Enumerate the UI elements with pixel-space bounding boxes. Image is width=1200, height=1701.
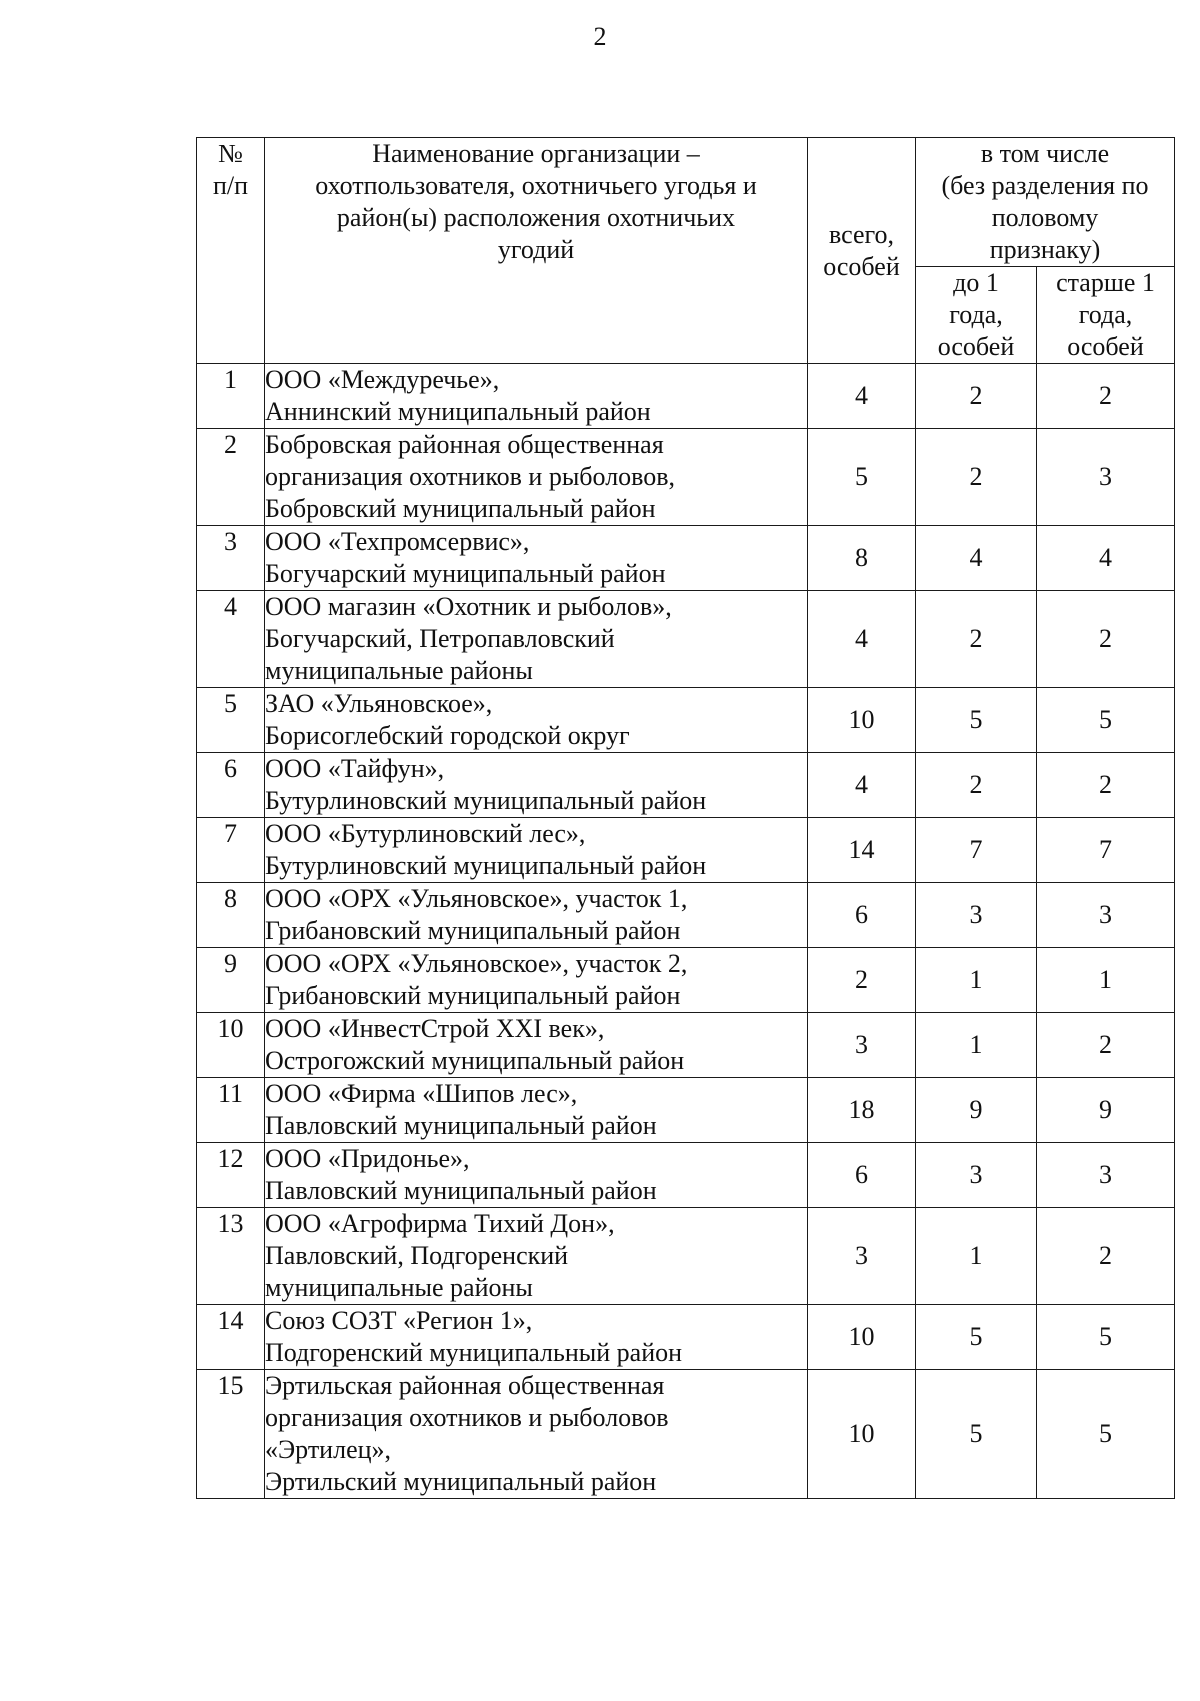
row-number: 6 — [197, 753, 265, 818]
header-name-line: Наименование организации – — [372, 139, 700, 168]
under-1-year-count: 2 — [916, 591, 1037, 688]
over-1-year-count: 2 — [1037, 364, 1175, 429]
header-young-line: особей — [937, 332, 1015, 361]
table-row — [197, 1078, 1175, 1143]
organization-name-line: Эртильский муниципальный район — [265, 1467, 657, 1496]
total-count: 10 — [808, 688, 916, 753]
header-old-line: особей — [1067, 332, 1144, 361]
row-number: 8 — [197, 883, 265, 948]
total-count: 14 — [808, 818, 916, 883]
total-count: 18 — [808, 1078, 916, 1143]
header-including-line: половому — [991, 203, 1099, 232]
total-count: 4 — [808, 364, 916, 429]
total-count: 6 — [808, 883, 916, 948]
organization-name-line: Бутурлиновский муниципальный район — [265, 786, 707, 815]
table-row — [197, 1143, 1175, 1208]
organization-name — [265, 1305, 808, 1370]
organization-name — [265, 429, 808, 526]
table-row — [197, 429, 1175, 526]
organization-name-line: ООО «Агрофирма Тихий Дон», — [265, 1209, 615, 1238]
organization-name — [265, 526, 808, 591]
total-count: 4 — [808, 753, 916, 818]
total-count: 3 — [808, 1013, 916, 1078]
header-total-line: особей — [823, 251, 900, 281]
organization-name-line: Борисоглебский городской округ — [265, 721, 630, 750]
total-count: 5 — [808, 429, 916, 526]
organization-name-line: ООО «Тайфун», — [265, 754, 445, 783]
under-1-year-count: 5 — [916, 1305, 1037, 1370]
organization-name-line: Павловский муниципальный район — [265, 1111, 657, 1140]
header-total-line: всего, — [828, 219, 895, 249]
header-organization-name — [265, 138, 808, 364]
over-1-year-count: 4 — [1037, 526, 1175, 591]
organization-name — [265, 1078, 808, 1143]
organization-name-line: Богучарский муниципальный район — [265, 559, 666, 588]
header-num-line: № — [218, 139, 243, 168]
under-1-year-count: 1 — [916, 1013, 1037, 1078]
header-including-line: в том числе — [980, 139, 1110, 168]
organization-name-line: ООО «ОРХ «Ульяновское», участок 1, — [265, 884, 688, 913]
organization-name-line: «Эртилец», — [265, 1435, 392, 1464]
row-number: 1 — [197, 364, 265, 429]
header-num-line: п/п — [212, 171, 249, 200]
over-1-year-count: 5 — [1037, 1305, 1175, 1370]
table-row — [197, 1013, 1175, 1078]
over-1-year-count: 7 — [1037, 818, 1175, 883]
over-1-year-count: 3 — [1037, 883, 1175, 948]
table-row — [197, 1305, 1175, 1370]
row-number: 2 — [197, 429, 265, 526]
under-1-year-count: 3 — [916, 1143, 1037, 1208]
total-count: 8 — [808, 526, 916, 591]
header-over-1-year — [1037, 267, 1175, 364]
organization-name-line: Бутурлиновский муниципальный район — [265, 851, 707, 880]
row-number: 5 — [197, 688, 265, 753]
over-1-year-count: 2 — [1037, 591, 1175, 688]
row-number: 10 — [197, 1013, 265, 1078]
header-name-line: угодий — [497, 235, 575, 264]
over-1-year-count: 5 — [1037, 1370, 1175, 1499]
organization-name-line: ООО магазин «Охотник и рыболов», — [265, 592, 672, 621]
over-1-year-count: 5 — [1037, 688, 1175, 753]
organization-name — [265, 818, 808, 883]
organization-name-line: Богучарский, Петропавловский — [265, 624, 615, 653]
total-count: 4 — [808, 591, 916, 688]
under-1-year-count: 4 — [916, 526, 1037, 591]
header-young-line: года, — [949, 300, 1003, 329]
over-1-year-count: 3 — [1037, 429, 1175, 526]
organization-name-line: Бобровская районная общественная — [265, 430, 664, 459]
row-number: 9 — [197, 948, 265, 1013]
organization-name — [265, 364, 808, 429]
header-old-line: года, — [1078, 300, 1133, 329]
organization-name — [265, 1013, 808, 1078]
organization-name-line: организация охотников и рыболовов — [265, 1403, 669, 1432]
table-row — [197, 753, 1175, 818]
organization-name-line: Бобровский муниципальный район — [265, 494, 656, 523]
organization-name-line: Острогожский муниципальный район — [265, 1046, 685, 1075]
organization-name-line: ООО «Техпромсервис», — [265, 527, 530, 556]
under-1-year-count: 3 — [916, 883, 1037, 948]
table-body — [197, 364, 1175, 1499]
header-old-line: старше 1 — [1056, 268, 1155, 297]
table-row — [197, 1370, 1175, 1499]
row-number: 12 — [197, 1143, 265, 1208]
organization-name — [265, 1208, 808, 1305]
row-number: 11 — [197, 1078, 265, 1143]
row-number: 14 — [197, 1305, 265, 1370]
organization-name-line: муниципальные районы — [265, 656, 533, 685]
under-1-year-count: 7 — [916, 818, 1037, 883]
organization-name — [265, 688, 808, 753]
header-young-line: до 1 — [953, 268, 999, 297]
over-1-year-count: 9 — [1037, 1078, 1175, 1143]
total-count: 10 — [808, 1370, 916, 1499]
over-1-year-count: 2 — [1037, 1013, 1175, 1078]
row-number: 7 — [197, 818, 265, 883]
table-row — [197, 591, 1175, 688]
row-number: 4 — [197, 591, 265, 688]
organization-name-line: ООО «Бутурлиновский лес», — [265, 819, 586, 848]
header-under-1-year — [916, 267, 1037, 364]
under-1-year-count: 2 — [916, 753, 1037, 818]
table-row — [197, 1208, 1175, 1305]
organization-name — [265, 1370, 808, 1499]
organization-name-line: Эртильская районная общественная — [265, 1371, 665, 1400]
under-1-year-count: 1 — [916, 1208, 1037, 1305]
header-num — [197, 138, 265, 364]
over-1-year-count: 3 — [1037, 1143, 1175, 1208]
organization-name — [265, 1143, 808, 1208]
organization-name-line: ЗАО «Ульяновское», — [265, 689, 493, 718]
total-count: 3 — [808, 1208, 916, 1305]
header-including-line: (без разделения по — [941, 171, 1149, 200]
row-number: 13 — [197, 1208, 265, 1305]
table-row — [197, 948, 1175, 1013]
total-count: 2 — [808, 948, 916, 1013]
over-1-year-count: 2 — [1037, 753, 1175, 818]
hunting-quota-table — [196, 137, 1175, 1499]
organization-name-line: Грибановский муниципальный район — [265, 981, 681, 1010]
header-including-line: признаку) — [989, 235, 1101, 264]
under-1-year-count: 5 — [916, 688, 1037, 753]
header-total — [808, 138, 916, 364]
header-including — [916, 138, 1175, 267]
table-row — [197, 688, 1175, 753]
organization-name — [265, 591, 808, 688]
under-1-year-count: 1 — [916, 948, 1037, 1013]
organization-name-line: ООО «Придонье», — [265, 1144, 470, 1173]
header-name-line: район(ы) расположения охотничьих — [336, 203, 736, 232]
total-count: 10 — [808, 1305, 916, 1370]
organization-name — [265, 883, 808, 948]
over-1-year-count: 2 — [1037, 1208, 1175, 1305]
organization-name — [265, 753, 808, 818]
organization-name-line: Павловский, Подгоренский — [265, 1241, 569, 1270]
organization-name-line: муниципальные районы — [265, 1273, 533, 1302]
under-1-year-count: 5 — [916, 1370, 1037, 1499]
row-number: 3 — [197, 526, 265, 591]
table-row — [197, 818, 1175, 883]
organization-name-line: организация охотников и рыболовов, — [265, 462, 676, 491]
table-row — [197, 883, 1175, 948]
row-number: 15 — [197, 1370, 265, 1499]
organization-name-line: ООО «Междуречье», — [265, 365, 500, 394]
over-1-year-count: 1 — [1037, 948, 1175, 1013]
organization-name-line: ООО «Фирма «Шипов лес», — [265, 1079, 578, 1108]
organization-name-line: Грибановский муниципальный район — [265, 916, 681, 945]
total-count: 6 — [808, 1143, 916, 1208]
table-row — [197, 526, 1175, 591]
under-1-year-count: 9 — [916, 1078, 1037, 1143]
page-number: 2 — [593, 22, 607, 51]
under-1-year-count: 2 — [916, 429, 1037, 526]
organization-name-line: Подгоренский муниципальный район — [265, 1338, 683, 1367]
organization-name-line: Павловский муниципальный район — [265, 1176, 657, 1205]
organization-name-line: ООО «ИнвестСтрой XXI век», — [265, 1014, 605, 1043]
header-name-line: охотпользователя, охотничьего угодья и — [315, 171, 757, 200]
organization-name-line: ООО «ОРХ «Ульяновское», участок 2, — [265, 949, 688, 978]
table-row — [197, 364, 1175, 429]
organization-name — [265, 948, 808, 1013]
organization-name-line: Аннинский муниципальный район — [265, 397, 651, 426]
under-1-year-count: 2 — [916, 364, 1037, 429]
organization-name-line: Союз СОЗТ «Регион 1», — [265, 1306, 533, 1335]
